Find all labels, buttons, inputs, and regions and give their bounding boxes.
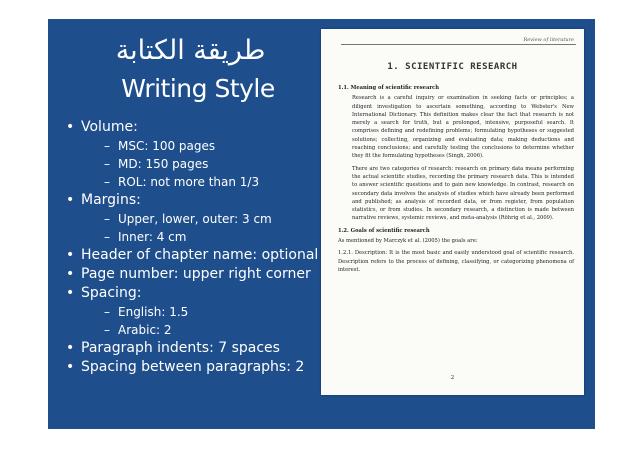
paragraph: Research is a careful inquiry or examination in seeking facts or principles; a diligent investigation to ascertain something, according to Webster's New International Dictionary. This definition makes clear the fact that research is not merely a search for truth, but a prolonged, intensive, purposeful search. It comprises defining and redefining problems; formulating hypotheses or suggested solutions; collecting, organizing and evaluating data; making deductions and reaching conclusions; and carefully testing the conclusions to determine whether they fit the formulating hypotheses (Singh, 2006). [352, 95, 574, 160]
sub-bullet: – MD: 150 pages [104, 157, 209, 171]
bullet-page-number: • Page number: upper right corner [66, 266, 311, 282]
paragraph: 1.2.1. Description: It is the most basic and easily understood goal of scientific research. Description refers to the process of defining, classifying, or categorizing phenomena of interest. [338, 250, 574, 273]
running-header: Review of literature [523, 37, 574, 43]
bullet-between: • Spacing between paragraphs: 2 [66, 359, 305, 375]
section-heading: 1.2. Goals of scientific research [338, 227, 430, 234]
sub-bullet: – Arabic: 2 [104, 323, 172, 337]
bullet-indents: • Paragraph indents: 7 spaces [66, 340, 280, 356]
sub-bullet: – English: 1.5 [104, 305, 189, 319]
page-number: 2 [450, 375, 455, 381]
slide-title-english: Writing Style [121, 74, 275, 103]
document-title: 1. SCIENTIFIC RESEARCH [387, 62, 518, 72]
paragraph: As mentioned by Marczyk et al. (2005) the goals are: [338, 238, 478, 245]
slide-title-arabic: طريقة الكتابة [115, 35, 266, 66]
sub-bullet: – Upper, lower, outer: 3 cm [104, 212, 272, 226]
document-body [338, 81, 574, 278]
section-heading: 1.1. Meaning of scientific research [338, 85, 439, 91]
bullet-volume: • Volume: [66, 119, 138, 135]
bullet-spacing: • Spacing: [66, 285, 142, 301]
bullet-header: • Header of chapter name: optional [66, 247, 319, 263]
paragraph: There are two categories of research: research on primary data means performing the actual scientific studies, recording the primary research data. This is intended to answer scientific questions and to gain new knowledge. In contrast, research on secondary data involves the analysis of studies which have already been performed and published; as analysis of recorded data, or from register, from population statistics, or from studies. In secondary research, a distinction is made between narrative reviews, systemic reviews, and meta-analysis (Röhrig et al., 2009). [352, 165, 574, 222]
sub-bullet: – ROL: not more than 1/3 [104, 175, 260, 189]
sub-bullet: – Inner: 4 cm [104, 230, 187, 244]
header-rule [341, 44, 576, 45]
bullet-margins: • Margins: [66, 192, 141, 208]
sub-bullet: – MSC: 100 pages [104, 139, 216, 153]
document-page-image [321, 29, 584, 395]
